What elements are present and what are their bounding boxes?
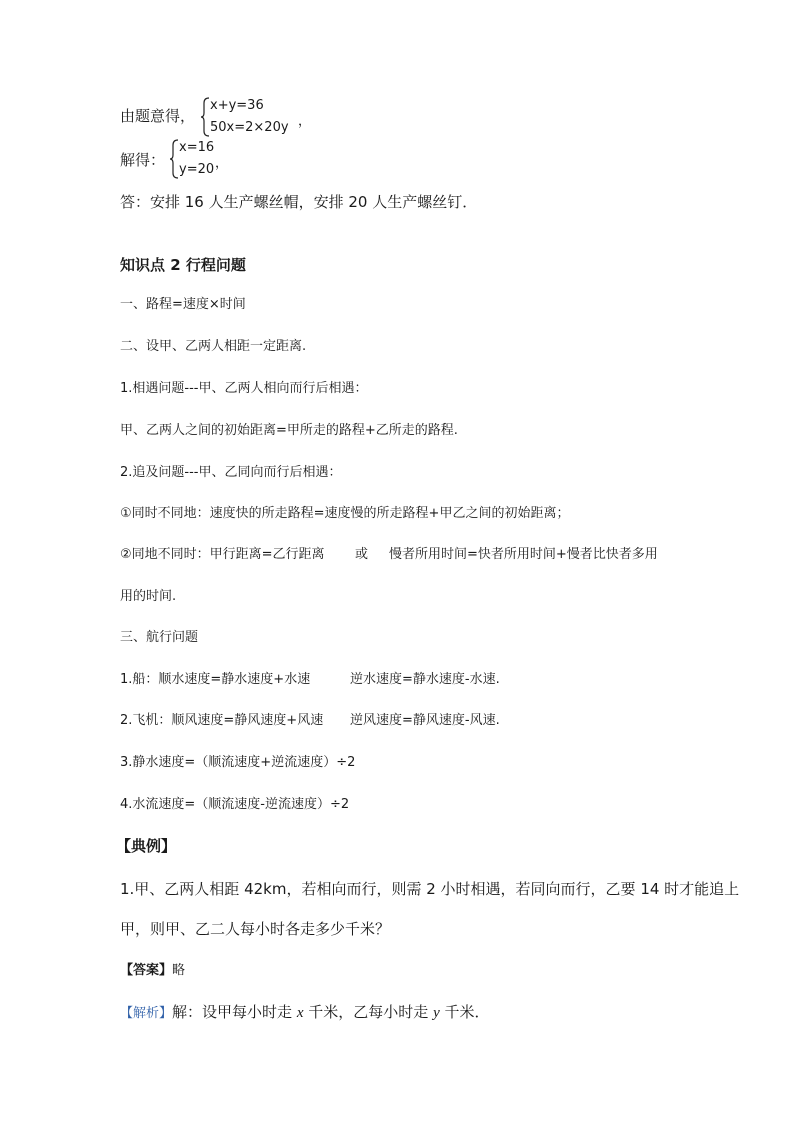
problem-line-2: 甲，则甲、乙二人每小时各走多少千米？ xyxy=(120,920,391,938)
chase-case-2-part-b: 慢者所用时间=快者所用时间+慢者比快者多用 xyxy=(389,547,658,562)
chase-case-2-part-a: ②同地不同时：甲行距离=乙行距离 xyxy=(120,547,325,562)
example-heading: 【典例】 xyxy=(116,837,177,855)
answer-row xyxy=(120,962,185,980)
variable-y: y xyxy=(433,1005,440,1021)
answer-statement: 答：安排 16 人生产螺丝帽，安排 20 人生产螺丝钉． xyxy=(120,193,478,211)
line-current-speed: 4.水流速度=（顺流速度-逆流速度）÷2 xyxy=(120,797,350,812)
line-setup: 二、设甲、乙两人相距一定距离. xyxy=(120,339,307,354)
line-navigation-heading: 三、航行问题 xyxy=(120,630,199,645)
boat-downstream: 1.船：顺水速度=静水速度+水速 xyxy=(120,672,311,687)
chase-case-2-or: 或 xyxy=(355,547,369,562)
answer-label: 【答案】 xyxy=(120,963,173,978)
section-title: 知识点 2 行程问题 xyxy=(120,256,246,274)
left-brace-icon xyxy=(201,97,210,137)
line-still-water: 3.静水速度=（顺流速度+逆流速度）÷2 xyxy=(120,755,356,770)
analysis-text-1: 解：设甲每小时走 xyxy=(172,1003,293,1021)
variable-x: x xyxy=(296,1005,304,1021)
boat-upstream: 逆水速度=静水速度-水速. xyxy=(350,672,500,687)
line-chase-case-2-cont: 用的时间. xyxy=(120,589,177,604)
system-2-suffix: ， xyxy=(215,156,229,171)
analysis-row xyxy=(120,1002,490,1024)
left-brace-icon xyxy=(170,139,179,179)
plane-headwind: 逆风速度=静风速度-风速. xyxy=(350,713,500,728)
system-1-suffix: ， xyxy=(298,114,312,129)
analysis-label: 【解析】 xyxy=(120,1006,173,1021)
problem-line-1: 1.甲、乙两人相距 42km，若相向而行，则需 2 小时相遇，若同向而行，乙要 14 时才能追上 xyxy=(120,880,740,898)
system-1-eq1: x+y=36 xyxy=(210,98,264,113)
analysis-text-3: 千米． xyxy=(444,1003,490,1021)
plane-tailwind: 2.飞机：顺风速度=静风速度+风速 xyxy=(120,713,324,728)
system-1-eq2: 50x=2×20y xyxy=(210,120,289,135)
line-meeting-formula: 甲、乙两人之间的初始距离=甲所走的路程+乙所走的路程. xyxy=(120,423,458,438)
answer-text: 略 xyxy=(172,963,186,978)
line-chase-case-1: ①同时不同地：速度快的所走路程=速度慢的所走路程+甲乙之间的初始距离； xyxy=(120,506,570,521)
analysis-text-2: 千米，乙每小时走 xyxy=(308,1003,429,1021)
system-2-eq1: x=16 xyxy=(179,140,215,155)
system-2-prefix: 解得： xyxy=(120,151,166,169)
line-distance-formula: 一、路程=速度×时间 xyxy=(120,297,246,312)
line-meeting-problem: 1.相遇问题---甲、乙两人相向而行后相遇： xyxy=(120,381,368,396)
line-chase-problem: 2.追及问题---甲、乙同向而行后相遇： xyxy=(120,465,342,480)
system-1-prefix: 由题意得， xyxy=(120,107,196,125)
system-2-eq2: y=20 xyxy=(179,162,215,177)
